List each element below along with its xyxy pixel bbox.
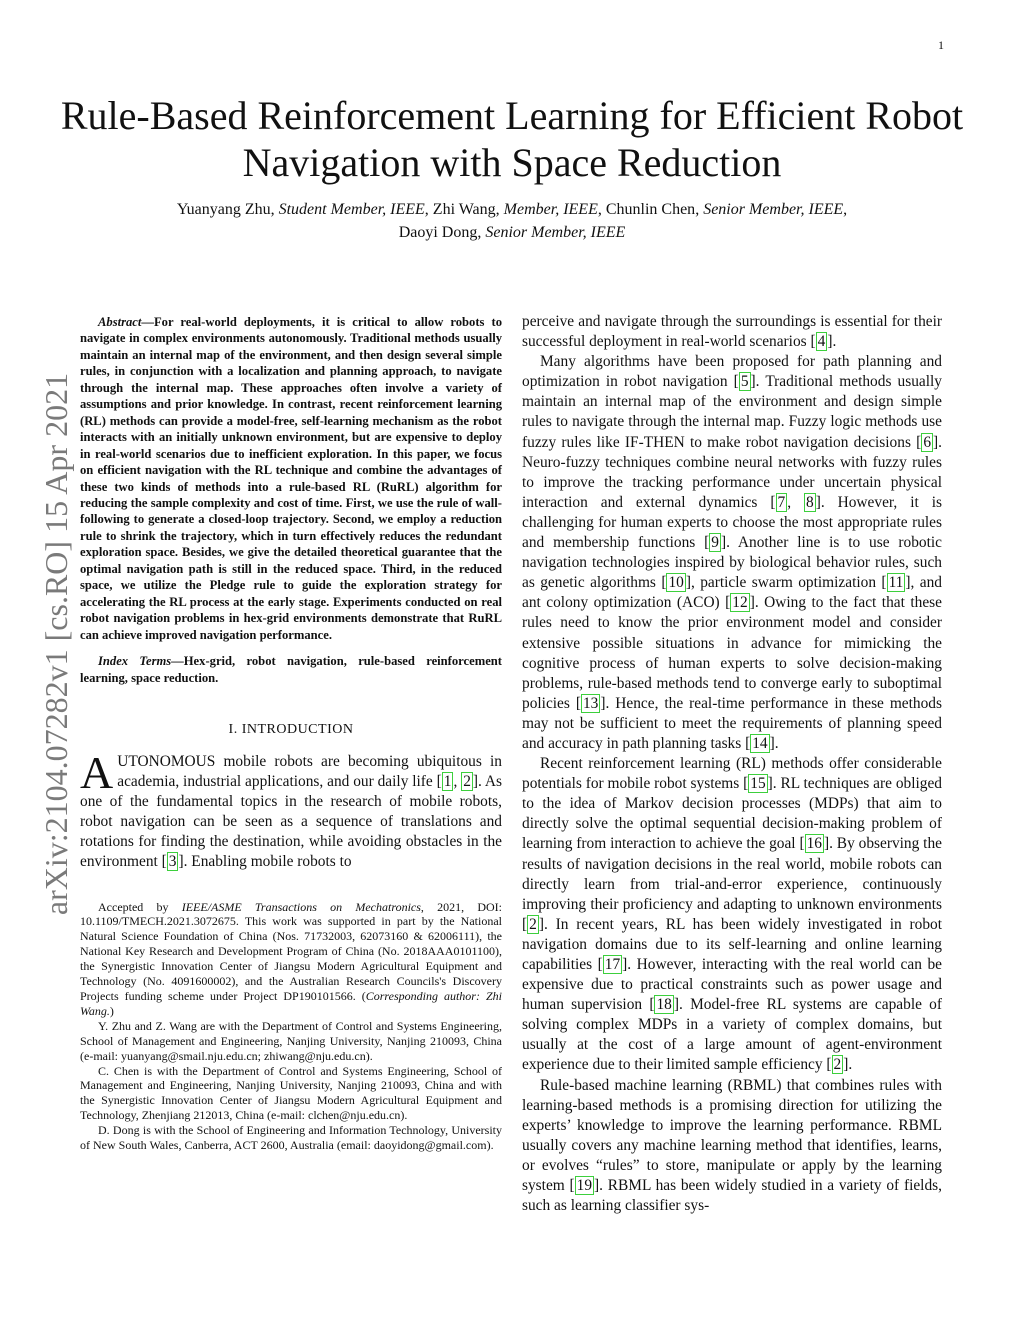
arxiv-identifier: arXiv:2104.07282v1 [cs.RO] 15 Apr 2021 [38,372,74,916]
body-text: ]. [827,333,837,351]
body-text: Many algorithms have been proposed for path planning and optimization in robot navigation [ [522,353,942,391]
body-text: Rule-based machine learning (RBML) that combines rules with learning-based methods is a promising direction for utilizing the experts’ knowledge to improve the learning performance. RBML usually covers any machine learning method that identifies, learns, or evolves “rules” to store, manipulate or apply by the learning system [ [522,1076,942,1195]
left-column [80,314,502,1153]
body-text: ]. [769,734,779,752]
abstract-label: Abstract [98,315,142,329]
body-text: ], particle swarm optimization [ [685,574,887,592]
journal-name: IEEE/ASME Transactions on Mechatronics [181,899,421,914]
author-role: Member, IEEE [503,201,598,218]
body-text: ]. In recent years, RL has been widely investigated in robot navigation domains due to its self-learning and online learning capabilities [ [522,915,942,973]
citation-link[interactable]: 13 [582,694,599,712]
body-text: ]. However, it is challenging for human experts to choose the most appropriate rules and membership functions [ [522,493,942,552]
body-paragraph [522,312,942,352]
footnotes [80,900,502,1153]
body-text: ]. RL techniques are obliged to the idea of Markov decision processes (MDPs) that aim to directly solve the optimal sequential decision-making problem of learning from interaction to achieve the goal [ [522,775,942,853]
citation-link[interactable]: 3 [168,853,177,871]
citation-link[interactable]: 11 [888,574,904,592]
abstract: Abstract—For real-world deployments, it is critical to allow robots to navigate in complex environments autonomously. Traditional methods usually maintain an internal map of the environment, and then design several simple rules, in conjunction with a localization and planning approach, to navigate through the internal map. These approaches often involve a variety of assumptions and prior knowledge. In contrast, recent reinforcement learning (RL) methods can provide a model-free, self-learning mechanism as the robot interacts with an initially unknown environment, but are expensive to deploy in real-world scenarios due to inefficient exploration. In this paper, we focus on efficient navigation with the RL technique and combine the advantages of these two kinds of methods into a rule-based RL (RuRL) algorithm for reducing the sample complexity and cost of time. First, we use the rule of wall-following to generate a closed-loop trajectory. Second, we employ a reduction rule to shrink the trajectory, which in turn effectively reduces the redundant exploration space. Besides, we give the detailed theoretical guarantee that the optimal navigation path is still in the reduced space. Third, in the reduced space, we utilize the Pledge rule to guide the exploration strategy for accelerating the RL process at the early stage. Experiments conducted on real robot navigation problems in hex-grid environments demonstrate that RuRL can achieve improved navigation performance. [80,315,502,642]
body-text: ]. RBML has been widely studied in a variety of fields, such as learning classifier sys- [522,1177,942,1215]
footnote-affiliation-dong: D. Dong is with the School of Engineering and Information Technology, University of New South Wales, Canberra, ACT 2600, Australia (email: daoyidong@gmail.com). [80,1123,502,1153]
body-text: Recent reinforcement learning (RL) methods offer considerable potentials for mobile robot systems [ [522,755,942,793]
body-text: ]. Hence, the real-time performance in these methods may not be sufficient to meet the requirements of planning speed and accuracy in path planning tasks [ [522,694,942,752]
footnote-affiliation-zhu-wang: Y. Zhu and Z. Wang are with the Department of Control and Systems Engineering, School of Management and Engineering, Nanjing University, Nanjing 210093, China (e-mail: yuanyang@smail.nju.edu.cn; zhiwang@nju.edu.cn). [80,1018,502,1063]
footnote-text: , 2021, DOI: 10.1109/TMECH.2021.3072675. This work was supported in part by the National Natural Science Foundation of China (Nos. 71732003, 62073160 & 62006111), the National Key Research and Development Program of China (No. 2018AAA0101100), the Synergistic Innovation Center of Jiangsu Modern Agricultural Equipment and Technology (No. 4091600002), and the Australian Research Councils's Discovery Projects funding scheme under Project DP190101566. ( [80,899,502,1003]
body-text: ]. However, interacting with the real world can be expensive due to practical constraints such as power usage and human supervision [ [522,956,942,1014]
index-terms: Index Terms—Hex-grid, robot navigation, rule-based reinforcement learning, space reduction. [80,654,502,685]
footnote-affiliation-chen: C. Chen is with the Department of Control and Systems Engineering, School of Management and Engineering, Nanjing University, Nanjing 210093, China and with the Synergistic Innovation Center of Jiangsu Modern Agricultural Equipment and Technology, Zhenjiang 212013, China (e-mail: clchen@nju.edu.cn). [80,1063,502,1123]
body-paragraph [522,754,942,1076]
right-column [522,312,942,1216]
body-paragraph [522,1076,942,1217]
body-text: ]. [843,1056,853,1074]
section-heading-introduction: I. INTRODUCTION [228,721,354,737]
citation-link[interactable]: 8 [806,493,814,511]
citation-link[interactable]: 2 [463,773,471,791]
author-role: Student Member, IEEE [278,201,425,218]
citation-link[interactable]: 9 [711,534,719,552]
author-role: Senior Member, IEEE [703,201,844,218]
citation-link[interactable]: 18 [656,996,672,1014]
intro-text: ]. As one of the fundamental topics in the research of mobile robots, robot navigation can be seen as a sequence of translations and rotations for finding the destination, while avoiding obstacles in the environment [ [80,773,502,871]
citation-link[interactable]: 6 [923,433,932,451]
citation-link[interactable]: 12 [732,594,748,612]
body-text: ]. Neuro-fuzzy techniques combine neural networks with fuzzy rules to improve the tracking performance under uncertain physical interaction and external dynamics [ [522,433,942,511]
index-terms-label: Index Terms [98,654,172,669]
author-role: Senior Member, IEEE [485,224,626,241]
index-terms-text: Hex-grid, robot navigation, rule-based reinforcement learning, space reduction. [80,654,502,685]
citation-link[interactable]: 5 [740,373,749,391]
body-text: ], and ant colony optimization (ACO) [ [522,574,942,612]
citation-link[interactable]: 17 [604,956,621,973]
citation-link[interactable]: 4 [817,333,826,351]
citation-link[interactable]: 7 [777,493,786,511]
author-list: Yuanyang Zhu, Student Member, IEEE, Zhi Wang, Member, IEEE, Chunlin Chen, Senior Member, IEEE, Daoyi Dong, Senior Member, IEEE [176,201,848,241]
paper-title: Rule-Based Reinforcement Learning for Efficient Robot Navigation with Space Reduction [60,93,964,185]
drop-cap: A [80,746,114,798]
citation-link[interactable]: 2 [833,1056,842,1074]
citation-link[interactable]: 19 [576,1177,593,1195]
citation-link[interactable]: 14 [752,734,768,752]
body-text: ]. Traditional methods usually maintain an internal map of the environment and design simple rules to navigate through the internal map. Fuzzy logic methods use fuzzy rules like IF-THEN to make robot navigation decisions [ [522,373,942,451]
introduction-paragraph: AUTONOMOUS mobile robots are becoming ubiquitous in academia, industrial applications, and our daily life [ 1 , 2 ]. As one of the fundamental topics in the research of mobile robots, robot navigation can be seen as a sequence of translations and rotations for finding the destination, while avoiding obstacles in the environment [ 3 ]. Enabling mobile robots to [80,746,502,871]
citation-link[interactable]: 2 [529,915,537,933]
footnote-acceptance [80,900,502,1019]
citation-link[interactable]: 1 [443,773,452,791]
footnote-text: Accepted by [98,899,182,914]
body-text: ]. Another line is to use robotic navigation technologies inspired by biological behavior rules, such as genetic algorithms [ [522,534,942,592]
body-text: ]. Model-free RL systems are capable of solving complex MDPs in a variety of complex domains, but usually at the cost of a large amount of agent-environment experience due to their limited sample efficiency [ [522,996,942,1074]
citation-link[interactable]: 10 [668,574,684,592]
intro-text: ]. Enabling mobile robots to [178,853,352,871]
footnote-text: ) [109,1003,114,1018]
intro-text: UTONOMOUS mobile robots are becoming ubiquitous in academia, industrial applications, and our daily life [ [117,752,502,791]
body-text: ]. By observing the results of navigation decisions in the real world, mobile robots can directly learn from trial-and-error experience, continuously improving their proficiency and adapting to unknown environments [ [522,835,942,933]
page-number: 1 [938,38,944,52]
abstract-text: For real-world deployments, it is critical to allow robots to navigate in complex environments autonomously. Traditional methods usually maintain an internal map of the environment, and then design several simple rules, in conjunction with a localization and planning approach, to navigate through the internal map. These approaches often involve a variety of assumptions and prior knowledge. In contrast, recent reinforcement learning (RL) methods can provide a model-free, self-learning mechanism as the robot interacts with an initially unknown environment, but are expensive to deploy in real-world scenarios due to inefficient exploration. In this paper, we focus on efficient navigation with the RL technique and combine the advantages of these two kinds of methods into a rule-based RL (RuRL) algorithm for reducing the sample complexity and cost of time. First, we use the rule of wall-following to generate a closed-loop trajectory. Second, we employ a reduction rule to shrink the trajectory, which in turn effectively reduces the redundant exploration space. Besides, we give the detailed theoretical guarantee that the optimal navigation path is still in the reduced space. Third, in the reduced space, we utilize the Pledge rule to guide the exploration strategy for accelerating the RL process at the early stage. Experiments conducted on real robot navigation problems in hex-grid environments demonstrate that RuRL can achieve improved navigation performance. [80,315,502,642]
author-name: Daoyi Dong [398,224,478,241]
body-text: ]. Owing to the fact that these rules need to know the prior environment model and consider extensive possible situations in advance for mimicking the cognitive process of human experts to solve decision-making problems, rule-based methods tend to converge early to suboptimal policies [ [522,594,942,712]
corresponding-author: Corresponding author: Zhi Wang. [80,988,502,1018]
author-name: Chunlin Chen [605,201,696,218]
citation-link[interactable]: 16 [806,835,822,853]
body-text: perceive and navigate through the surroundings is essential for their successful deployment in real-world scenarios [ [522,313,942,351]
citation-link[interactable]: 15 [750,775,766,793]
author-name: Zhi Wang [432,201,496,218]
author-name: Yuanyang Zhu [176,201,271,218]
body-paragraph: Many algorithms have been proposed for path planning and optimization in robot navigation [ 5 ]. Traditional methods usually maintain an internal map of the environment and design simple rules to navigate through the internal map. Fuzzy logic methods use fuzzy rules like IF-THEN to make robot navigation decisions [ 6 ]. Neuro-fuzzy techniques combine neural networks with fuzzy rules to improve the tracking performance under uncertain physical interaction and external dynamics [ 7 , 8 ]. However, it is challenging for human experts to choose the most appropriate rules and membership functions [ 9 ]. Another line is to use robotic navigation technologies inspired by biological behavior rules, such as genetic algorithms [ 10 ], particle swarm optimization [ 11 ], and ant colony optimization (ACO) [ 12 ]. Owing to the fact that these rules need to know the prior environment model and consider extensive possible situations in advance for mimicking the cognitive process of human experts to solve decision-making problems, rule-based methods tend to converge early to suboptimal policies [ 13 ]. Hence, the real-time performance in these methods may not be sufficient to meet the requirements of planning speed and accuracy in path planning tasks [ 14 ]. [522,353,942,752]
